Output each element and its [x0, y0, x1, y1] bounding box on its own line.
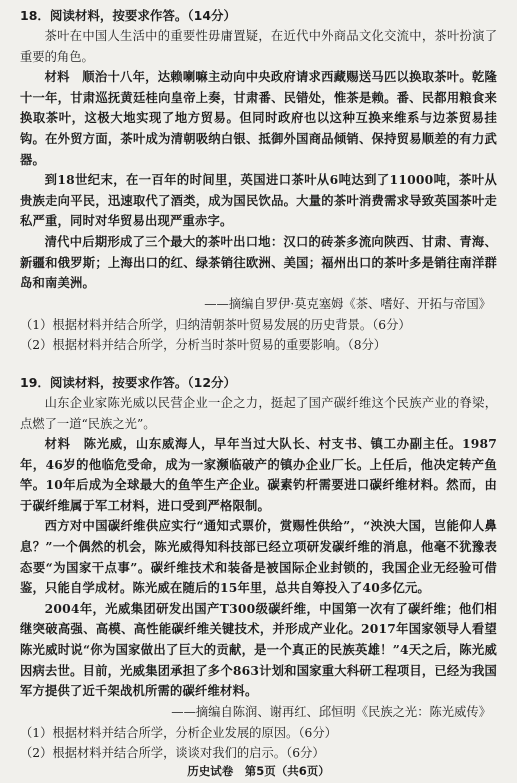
question-19-heading: 19．阅读材料，按要求作答。（12分） — [20, 374, 237, 390]
question-19 — [20, 373, 497, 764]
question-19-source: ——摘编自陈润、谢再红、邱恒明《民族之光：陈光威传》 — [171, 704, 491, 719]
question-18-source: ——摘编自罗伊·莫克塞姆《茶、嗜好、开拓与帝国》 — [204, 296, 491, 311]
question-19-material-paragraph-1: 材料 陈光威，山东威海人，早年当过大队长、村支书、镇工办副主任。1987年，46岁的他临危受命，成为一家濒临破产的镇办企业厂长。上任后，他决定转产鱼竿。10年后成为全球最大的鱼竿生产企业。碳素钓杆需要进口碳纤维材料。然而，由于碳纤维属于军工材料，进口受到严格限制。 — [20, 436, 497, 513]
question-18-intro: 茶叶在中国人生活中的重要性毋庸置疑，在近代中外商品文化交流中，茶叶扮演了重要的角色。 — [20, 29, 497, 64]
question-18-material-paragraph-1: 材料 顺治十八年，达赖喇嘛主动向中央政府请求西藏赐送马匹以换取茶叶。乾隆十一年，甘肃巡抚黄廷桂向皇帝上奏，甘肃番、民错处，惟茶是赖。番、民都用粮食来换取茶叶，这极大地实现了地方贸易。但同时政府也以这种互换来维系与边茶贸易挂钩。在外贸方面，茶叶成为清朝吸纳白银、抵御外国商品倾销、保持贸易顺差的有力武器。 — [20, 69, 497, 167]
question-18-material-paragraph-2: 到18世纪末，在一百年的时间里，英国进口茶叶从6吨达到了11000吨，茶叶从贵族走向平民，迅速取代了酒类，成为国民饮品。大量的茶叶消费需求导致英国茶叶走私严重，同时对华贸易出现严重赤字。 — [20, 172, 497, 229]
question-19-subquestion-2: （2）根据材料并结合所学，谈谈对我们的启示。（6分） — [20, 746, 325, 761]
question-19-material-paragraph-3: 2004年，光威集团研发出国产T300级碳纤维，中国第一次有了碳纤维；他们相继突破高强、高模、高性能碳纤维关键技术，并形成产业化。2017年国家领导人看望陈光威时说“你为国家做出了巨大的贡献，是一个真正的民族英雄！”4天之后，陈光威因病去世。目前，光威集团承担了多个863计划和国家重大科研工程项目，已经为我国军方提供了近千架战机所需的碳纤维材料。 — [20, 600, 497, 699]
question-19-material-paragraph-2: 西方对中国碳纤维供应实行“通知式票价，赏赐性供给”，“泱泱大国，岂能仰人鼻息？”一个偶然的机会，陈光威得知科技部已经立项研发碳纤维的消息，他毫不犹豫表态要“为国家干点事”。碳纤维技术和装备是被国际企业封锁的，我国企业无经验可借鉴，只能自学成材。陈光威在随后的15年里，总共自筹投入了40多亿元。 — [20, 518, 497, 596]
question-18-heading: 18．阅读材料，按要求作答。（14分） — [20, 8, 237, 23]
question-gap — [20, 356, 497, 373]
question-18 — [20, 6, 497, 356]
question-18-subquestion-2: （2）根据材料并结合所学，分析当时茶叶贸易的重要影响。（8分） — [20, 338, 387, 353]
question-18-material-paragraph-3: 清代中后期形成了三个最大的茶叶出口地：汉口的砖茶多流向陕西、甘肃、青海、新疆和俄罗斯；上海出口的红、绿茶销往欧洲、美国；福州出口的茶叶多是销往南洋群岛和南美洲。 — [20, 233, 497, 291]
question-18-subquestion-1: （1）根据材料并结合所学，归纳清朝茶叶贸易发展的历史背景。（6分） — [20, 317, 411, 332]
page-footer: 历史试卷 第5页（共6页） — [187, 764, 330, 778]
question-19-intro: 山东企业家陈光威以民营企业一企之力，挺起了国产碳纤维这个民族产业的脊梁，点燃了一道“民族之光”。 — [20, 395, 497, 431]
question-19-subquestion-1: （1）根据材料并结合所学，分析企业发展的原因。（6分） — [20, 725, 337, 740]
